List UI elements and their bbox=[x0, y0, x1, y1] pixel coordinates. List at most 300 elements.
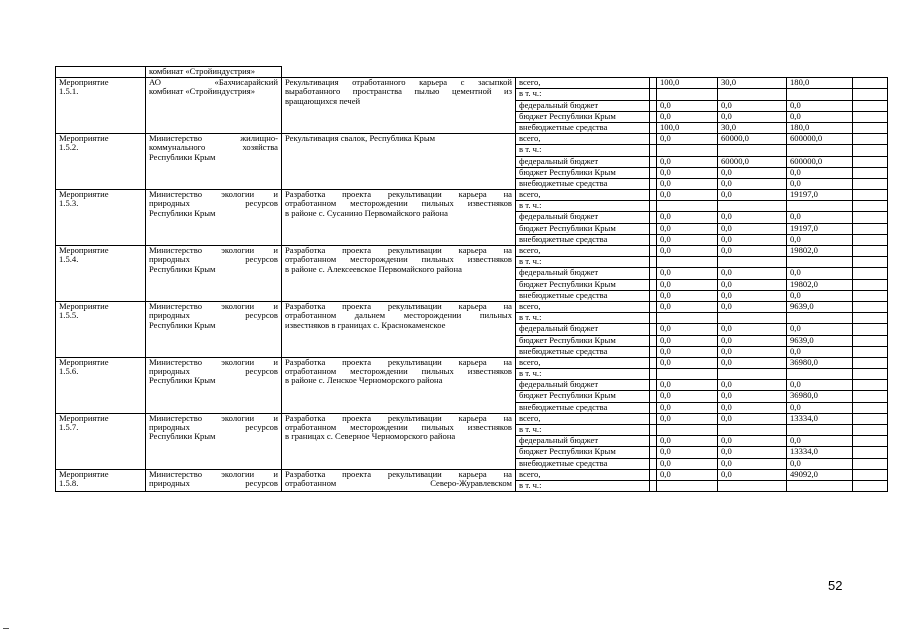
amount-v3: 0,0 bbox=[787, 436, 853, 447]
amount-v2: 0,0 bbox=[718, 223, 787, 234]
amount-v1: 0,0 bbox=[657, 346, 718, 357]
funding-source: всего, bbox=[516, 246, 650, 257]
page-number: 52 bbox=[828, 578, 843, 593]
amount-v2: 0,0 bbox=[718, 335, 787, 346]
funding-source: бюджет Республики Крым bbox=[516, 391, 650, 402]
amount-v1: 100,0 bbox=[657, 78, 718, 89]
description-cell bbox=[282, 469, 516, 491]
amount-v3: 180,0 bbox=[787, 122, 853, 133]
amount-v1: 0,0 bbox=[657, 134, 718, 145]
spacer-cell bbox=[650, 480, 657, 491]
executor-cell bbox=[146, 246, 282, 302]
amount-v3 bbox=[787, 313, 853, 324]
executor-line: природных ресурсов bbox=[149, 254, 278, 265]
spacer-cell bbox=[650, 290, 657, 301]
spacer-cell bbox=[650, 78, 657, 89]
amount-v2 bbox=[718, 313, 787, 324]
empty-cell bbox=[853, 134, 888, 145]
amount-v2: 0,0 bbox=[718, 391, 787, 402]
amount-v3: 600000,0 bbox=[787, 156, 853, 167]
empty-cell bbox=[787, 67, 853, 78]
amount-v1: 0,0 bbox=[657, 301, 718, 312]
description-line: в районе с. Ленское Черноморского района bbox=[285, 375, 443, 386]
funding-source: всего, bbox=[516, 469, 650, 480]
amount-v3 bbox=[787, 201, 853, 212]
empty-cell bbox=[853, 425, 888, 436]
amount-v3 bbox=[787, 480, 853, 491]
amount-v3: 0,0 bbox=[787, 402, 853, 413]
description-line: отработанном месторождении пильных известняков bbox=[285, 198, 512, 209]
spacer-cell bbox=[650, 145, 657, 156]
description-cell bbox=[282, 357, 516, 413]
description-line: отработанном Северо-Журавлевском bbox=[285, 478, 512, 489]
amount-v1: 0,0 bbox=[657, 234, 718, 245]
empty-cell bbox=[657, 67, 718, 78]
amount-v3: 36980,0 bbox=[787, 357, 853, 368]
description-line: известняков в границах с. Краснокаменское bbox=[285, 319, 446, 330]
empty-cell bbox=[853, 178, 888, 189]
measure-label-line: 1.5.7. bbox=[59, 422, 79, 433]
amount-v1: 0,0 bbox=[657, 391, 718, 402]
amount-v1: 0,0 bbox=[657, 413, 718, 424]
table-row bbox=[56, 413, 888, 424]
measure-label bbox=[56, 190, 146, 246]
amount-v1: 0,0 bbox=[657, 324, 718, 335]
amount-v3: 0,0 bbox=[787, 346, 853, 357]
empty-cell bbox=[516, 67, 650, 78]
spacer-cell bbox=[650, 190, 657, 201]
spacer-cell bbox=[650, 425, 657, 436]
amount-v1: 0,0 bbox=[657, 111, 718, 122]
spacer-cell bbox=[650, 301, 657, 312]
amount-v1: 0,0 bbox=[657, 335, 718, 346]
description-line: в районе с. Сусанино Первомайского района bbox=[285, 207, 448, 218]
amount-v1: 0,0 bbox=[657, 290, 718, 301]
executor-line: природных ресурсов bbox=[149, 422, 278, 433]
amount-v3: 0,0 bbox=[787, 268, 853, 279]
empty-cell bbox=[853, 89, 888, 100]
empty-cell bbox=[853, 458, 888, 469]
executor-line: природных ресурсов bbox=[149, 478, 278, 489]
amount-v1: 0,0 bbox=[657, 212, 718, 223]
table-body bbox=[56, 67, 888, 492]
funding-source: в т. ч.: bbox=[516, 145, 650, 156]
empty-cell bbox=[853, 346, 888, 357]
executor-line: Министерство жилищно- bbox=[149, 133, 278, 144]
amount-v2: 0,0 bbox=[718, 447, 787, 458]
amount-v1 bbox=[657, 425, 718, 436]
measure-label-line: Мероприятие bbox=[59, 77, 109, 88]
executor-cell bbox=[146, 190, 282, 246]
amount-v1: 0,0 bbox=[657, 436, 718, 447]
empty-cell bbox=[853, 313, 888, 324]
executor-cell bbox=[146, 357, 282, 413]
funding-source: федеральный бюджет bbox=[516, 212, 650, 223]
measure-label bbox=[56, 469, 146, 491]
amount-v1: 0,0 bbox=[657, 190, 718, 201]
funding-source: в т. ч.: bbox=[516, 89, 650, 100]
amount-v2: 0,0 bbox=[718, 111, 787, 122]
amount-v2: 0,0 bbox=[718, 100, 787, 111]
description-cell bbox=[282, 301, 516, 357]
funding-source: всего, bbox=[516, 301, 650, 312]
description-line: отработанном месторождении пильных известняков bbox=[285, 254, 512, 265]
empty-cell bbox=[853, 223, 888, 234]
empty-cell bbox=[853, 67, 888, 78]
empty-cell bbox=[853, 391, 888, 402]
description-cell bbox=[282, 413, 516, 469]
funding-source: бюджет Республики Крым bbox=[516, 335, 650, 346]
empty-cell bbox=[853, 201, 888, 212]
description-line: выработанного пространства пылью цементной из bbox=[285, 86, 512, 97]
amount-v1: 0,0 bbox=[657, 279, 718, 290]
empty-cell bbox=[853, 268, 888, 279]
amount-v2: 30,0 bbox=[718, 78, 787, 89]
funding-source: внебюджетные средства bbox=[516, 178, 650, 189]
executor-cell bbox=[146, 78, 282, 134]
spacer-cell bbox=[650, 357, 657, 368]
amount-v2: 60000,0 bbox=[718, 156, 787, 167]
funding-source: федеральный бюджет bbox=[516, 324, 650, 335]
amount-v1: 0,0 bbox=[657, 402, 718, 413]
measure-label-line: 1.5.6. bbox=[59, 366, 79, 377]
executor-line: АО «Бахчисарайский bbox=[149, 77, 278, 88]
amount-v2: 60000,0 bbox=[718, 134, 787, 145]
table-row bbox=[56, 301, 888, 312]
spacer-cell bbox=[650, 402, 657, 413]
spacer-cell bbox=[650, 324, 657, 335]
spacer-cell bbox=[650, 89, 657, 100]
funding-source: бюджет Республики Крым bbox=[516, 167, 650, 178]
description-cell bbox=[282, 190, 516, 246]
spacer-cell bbox=[650, 223, 657, 234]
spacer-cell bbox=[650, 279, 657, 290]
description-line: Разработка проекта рекультивации карьера на bbox=[285, 301, 512, 311]
amount-v1 bbox=[657, 257, 718, 268]
description-line: Разработка проекта рекультивации карьера на bbox=[285, 189, 512, 200]
description-line: вращающихся печей bbox=[285, 95, 361, 106]
table-row bbox=[56, 78, 888, 89]
program-measures-table bbox=[55, 66, 888, 492]
executor-cell bbox=[146, 413, 282, 469]
spacer-cell bbox=[650, 167, 657, 178]
executor-line: Министерство экологии и bbox=[149, 301, 278, 311]
label-cell bbox=[56, 67, 146, 78]
empty-cell bbox=[853, 357, 888, 368]
funding-source: внебюджетные средства bbox=[516, 346, 650, 357]
spacer-cell bbox=[650, 369, 657, 380]
spacer-cell bbox=[650, 257, 657, 268]
executor-line: Республики Крым bbox=[149, 263, 216, 274]
funding-source: внебюджетные средства bbox=[516, 234, 650, 245]
amount-v2: 0,0 bbox=[718, 212, 787, 223]
continuation-row bbox=[56, 67, 888, 78]
measure-label-line: Мероприятие bbox=[59, 357, 109, 367]
amount-v2 bbox=[718, 425, 787, 436]
spacer-cell bbox=[650, 447, 657, 458]
empty-cell bbox=[853, 279, 888, 290]
amount-v1: 0,0 bbox=[657, 100, 718, 111]
funding-source: бюджет Республики Крым bbox=[516, 279, 650, 290]
amount-v1 bbox=[657, 480, 718, 491]
spacer-cell bbox=[650, 246, 657, 257]
amount-v1: 0,0 bbox=[657, 246, 718, 257]
amount-v3: 36980,0 bbox=[787, 391, 853, 402]
amount-v3: 0,0 bbox=[787, 324, 853, 335]
executor-line: Министерство экологии и bbox=[149, 357, 278, 367]
executor-line: Министерство экологии и bbox=[149, 189, 278, 200]
amount-v2: 0,0 bbox=[718, 246, 787, 257]
table-row bbox=[56, 190, 888, 201]
empty-cell bbox=[282, 67, 516, 78]
amount-v2 bbox=[718, 480, 787, 491]
funding-source: в т. ч.: bbox=[516, 257, 650, 268]
empty-cell bbox=[853, 156, 888, 167]
spacer-cell bbox=[650, 313, 657, 324]
spacer-cell bbox=[650, 380, 657, 391]
description-line: отработанном дальнем месторождении пильных bbox=[285, 310, 512, 321]
amount-v3: 13334,0 bbox=[787, 413, 853, 424]
amount-v2: 0,0 bbox=[718, 402, 787, 413]
spacer-cell bbox=[650, 100, 657, 111]
amount-v2: 0,0 bbox=[718, 178, 787, 189]
empty-cell bbox=[853, 234, 888, 245]
measure-label-line: Мероприятие bbox=[59, 413, 109, 423]
empty-cell bbox=[853, 246, 888, 257]
empty-cell bbox=[853, 469, 888, 480]
executor-line: Республики Крым bbox=[149, 151, 216, 162]
table-row bbox=[56, 134, 888, 145]
amount-v1 bbox=[657, 201, 718, 212]
funding-source: внебюджетные средства bbox=[516, 458, 650, 469]
measure-label bbox=[56, 134, 146, 190]
executor-line: Республики Крым bbox=[149, 375, 216, 386]
executor-line: Республики Крым bbox=[149, 319, 216, 330]
description-line: в границах с. Северное Черноморского района bbox=[285, 431, 456, 442]
amount-v3: 600000,0 bbox=[787, 134, 853, 145]
amount-v1: 0,0 bbox=[657, 357, 718, 368]
amount-v1: 0,0 bbox=[657, 469, 718, 480]
empty-cell bbox=[853, 380, 888, 391]
empty-cell bbox=[853, 447, 888, 458]
table-row bbox=[56, 357, 888, 368]
amount-v1: 0,0 bbox=[657, 458, 718, 469]
amount-v1: 100,0 bbox=[657, 122, 718, 133]
funding-source: всего, bbox=[516, 357, 650, 368]
measure-label-line: 1.5.3. bbox=[59, 198, 79, 209]
description-line: Разработка проекта рекультивации карьера на bbox=[285, 245, 512, 255]
spacer-cell bbox=[650, 391, 657, 402]
amount-v3: 19197,0 bbox=[787, 223, 853, 234]
description-line: отработанном месторождении пильных известняков bbox=[285, 422, 512, 433]
amount-v3: 0,0 bbox=[787, 380, 853, 391]
amount-v3: 0,0 bbox=[787, 178, 853, 189]
amount-v2 bbox=[718, 201, 787, 212]
amount-v1 bbox=[657, 313, 718, 324]
amount-v1: 0,0 bbox=[657, 223, 718, 234]
funding-source: в т. ч.: bbox=[516, 425, 650, 436]
amount-v3: 180,0 bbox=[787, 78, 853, 89]
funding-source: бюджет Республики Крым bbox=[516, 447, 650, 458]
empty-cell bbox=[853, 369, 888, 380]
executor-cell bbox=[146, 301, 282, 357]
empty-cell bbox=[853, 145, 888, 156]
measure-label-line: 1.5.2. bbox=[59, 142, 79, 153]
spacer-cell bbox=[650, 134, 657, 145]
amount-v2 bbox=[718, 369, 787, 380]
description-line: Рекультивация свалок, Республика Крым bbox=[285, 133, 436, 144]
amount-v3 bbox=[787, 425, 853, 436]
executor-line: коммунального хозяйства bbox=[149, 142, 278, 153]
description-cell bbox=[282, 134, 516, 190]
description-cell bbox=[282, 246, 516, 302]
executor-line: природных ресурсов bbox=[149, 310, 278, 321]
empty-cell bbox=[650, 67, 657, 78]
empty-cell bbox=[853, 78, 888, 89]
empty-cell bbox=[853, 402, 888, 413]
empty-cell bbox=[718, 67, 787, 78]
measure-label-line: Мероприятие bbox=[59, 245, 109, 255]
spacer-cell bbox=[650, 178, 657, 189]
executor-line: природных ресурсов bbox=[149, 198, 278, 209]
amount-v2: 0,0 bbox=[718, 436, 787, 447]
funding-source: в т. ч.: bbox=[516, 201, 650, 212]
amount-v3: 0,0 bbox=[787, 167, 853, 178]
amount-v2 bbox=[718, 145, 787, 156]
amount-v3: 9639,0 bbox=[787, 301, 853, 312]
executor-line: Министерство экологии и bbox=[149, 469, 278, 479]
amount-v3: 19802,0 bbox=[787, 246, 853, 257]
spacer-cell bbox=[650, 436, 657, 447]
amount-v2: 0,0 bbox=[718, 301, 787, 312]
empty-cell bbox=[853, 413, 888, 424]
empty-cell bbox=[853, 335, 888, 346]
amount-v1: 0,0 bbox=[657, 268, 718, 279]
description-line: Рекультивация отработанного карьера с засыпкой bbox=[285, 77, 512, 88]
measure-label-line: Мероприятие bbox=[59, 469, 109, 479]
amount-v1: 0,0 bbox=[657, 380, 718, 391]
amount-v2: 0,0 bbox=[718, 413, 787, 424]
amount-v2: 0,0 bbox=[718, 324, 787, 335]
amount-v1 bbox=[657, 145, 718, 156]
amount-v3 bbox=[787, 369, 853, 380]
description-cell bbox=[282, 78, 516, 134]
amount-v2: 0,0 bbox=[718, 380, 787, 391]
amount-v2: 0,0 bbox=[718, 190, 787, 201]
executor-line: комбинат «Стройиндустрия» bbox=[149, 86, 256, 97]
amount-v3: 9639,0 bbox=[787, 335, 853, 346]
measure-label bbox=[56, 246, 146, 302]
table-row bbox=[56, 246, 888, 257]
amount-v2: 30,0 bbox=[718, 122, 787, 133]
executor-line: комбинат «Стройиндустрия» bbox=[149, 66, 256, 76]
funding-source: бюджет Республики Крым bbox=[516, 111, 650, 122]
amount-v3: 0,0 bbox=[787, 290, 853, 301]
scan-mark bbox=[3, 628, 9, 629]
funding-source: внебюджетные средства bbox=[516, 122, 650, 133]
spacer-cell bbox=[650, 156, 657, 167]
funding-source: федеральный бюджет bbox=[516, 380, 650, 391]
spacer-cell bbox=[650, 413, 657, 424]
amount-v2: 0,0 bbox=[718, 268, 787, 279]
amount-v2: 0,0 bbox=[718, 234, 787, 245]
amount-v2: 0,0 bbox=[718, 290, 787, 301]
executor-line: Республики Крым bbox=[149, 431, 216, 442]
amount-v3: 0,0 bbox=[787, 234, 853, 245]
description-line: Разработка проекта рекультивации карьера на bbox=[285, 413, 512, 423]
amount-v3: 0,0 bbox=[787, 111, 853, 122]
executor-line: природных ресурсов bbox=[149, 366, 278, 377]
funding-source: всего, bbox=[516, 190, 650, 201]
measure-label bbox=[56, 413, 146, 469]
amount-v3: 19197,0 bbox=[787, 190, 853, 201]
funding-source: всего, bbox=[516, 134, 650, 145]
spacer-cell bbox=[650, 346, 657, 357]
empty-cell bbox=[853, 122, 888, 133]
spacer-cell bbox=[650, 122, 657, 133]
amount-v2: 0,0 bbox=[718, 458, 787, 469]
amount-v3 bbox=[787, 145, 853, 156]
amount-v1: 0,0 bbox=[657, 178, 718, 189]
amount-v3: 19802,0 bbox=[787, 279, 853, 290]
empty-cell bbox=[853, 111, 888, 122]
funding-source: в т. ч.: bbox=[516, 480, 650, 491]
executor-line: Министерство экологии и bbox=[149, 413, 278, 423]
amount-v2: 0,0 bbox=[718, 469, 787, 480]
spacer-cell bbox=[650, 335, 657, 346]
measure-label bbox=[56, 357, 146, 413]
spacer-cell bbox=[650, 469, 657, 480]
executor-line: Республики Крым bbox=[149, 207, 216, 218]
funding-source: в т. ч.: bbox=[516, 313, 650, 324]
empty-cell bbox=[853, 257, 888, 268]
description-line: в районе с. Алексеевское Первомайского района bbox=[285, 263, 462, 274]
amount-v3: 13334,0 bbox=[787, 447, 853, 458]
empty-cell bbox=[853, 301, 888, 312]
empty-cell bbox=[853, 436, 888, 447]
measure-label-line: 1.5.4. bbox=[59, 254, 79, 265]
funding-source: внебюджетные средства bbox=[516, 290, 650, 301]
spacer-cell bbox=[650, 212, 657, 223]
empty-cell bbox=[853, 100, 888, 111]
amount-v3 bbox=[787, 89, 853, 100]
spacer-cell bbox=[650, 111, 657, 122]
spacer-cell bbox=[650, 268, 657, 279]
spacer-cell bbox=[650, 234, 657, 245]
funding-source: в т. ч.: bbox=[516, 369, 650, 380]
amount-v3: 0,0 bbox=[787, 100, 853, 111]
funding-source: федеральный бюджет bbox=[516, 436, 650, 447]
executor-cell bbox=[146, 67, 282, 78]
measure-label-line: Мероприятие bbox=[59, 189, 109, 200]
executor-cell bbox=[146, 469, 282, 491]
amount-v3: 0,0 bbox=[787, 212, 853, 223]
funding-source: федеральный бюджет bbox=[516, 268, 650, 279]
amount-v3 bbox=[787, 257, 853, 268]
funding-source: всего, bbox=[516, 78, 650, 89]
amount-v2: 0,0 bbox=[718, 167, 787, 178]
empty-cell bbox=[853, 167, 888, 178]
measure-label-line: 1.5.8. bbox=[59, 478, 79, 489]
empty-cell bbox=[853, 212, 888, 223]
empty-cell bbox=[853, 324, 888, 335]
amount-v3: 0,0 bbox=[787, 458, 853, 469]
funding-source: всего, bbox=[516, 413, 650, 424]
description-line: отработанном месторождении пильных известняков bbox=[285, 366, 512, 377]
amount-v1: 0,0 bbox=[657, 156, 718, 167]
funding-source: бюджет Республики Крым bbox=[516, 223, 650, 234]
description-line: Разработка проекта рекультивации карьера на bbox=[285, 357, 512, 367]
